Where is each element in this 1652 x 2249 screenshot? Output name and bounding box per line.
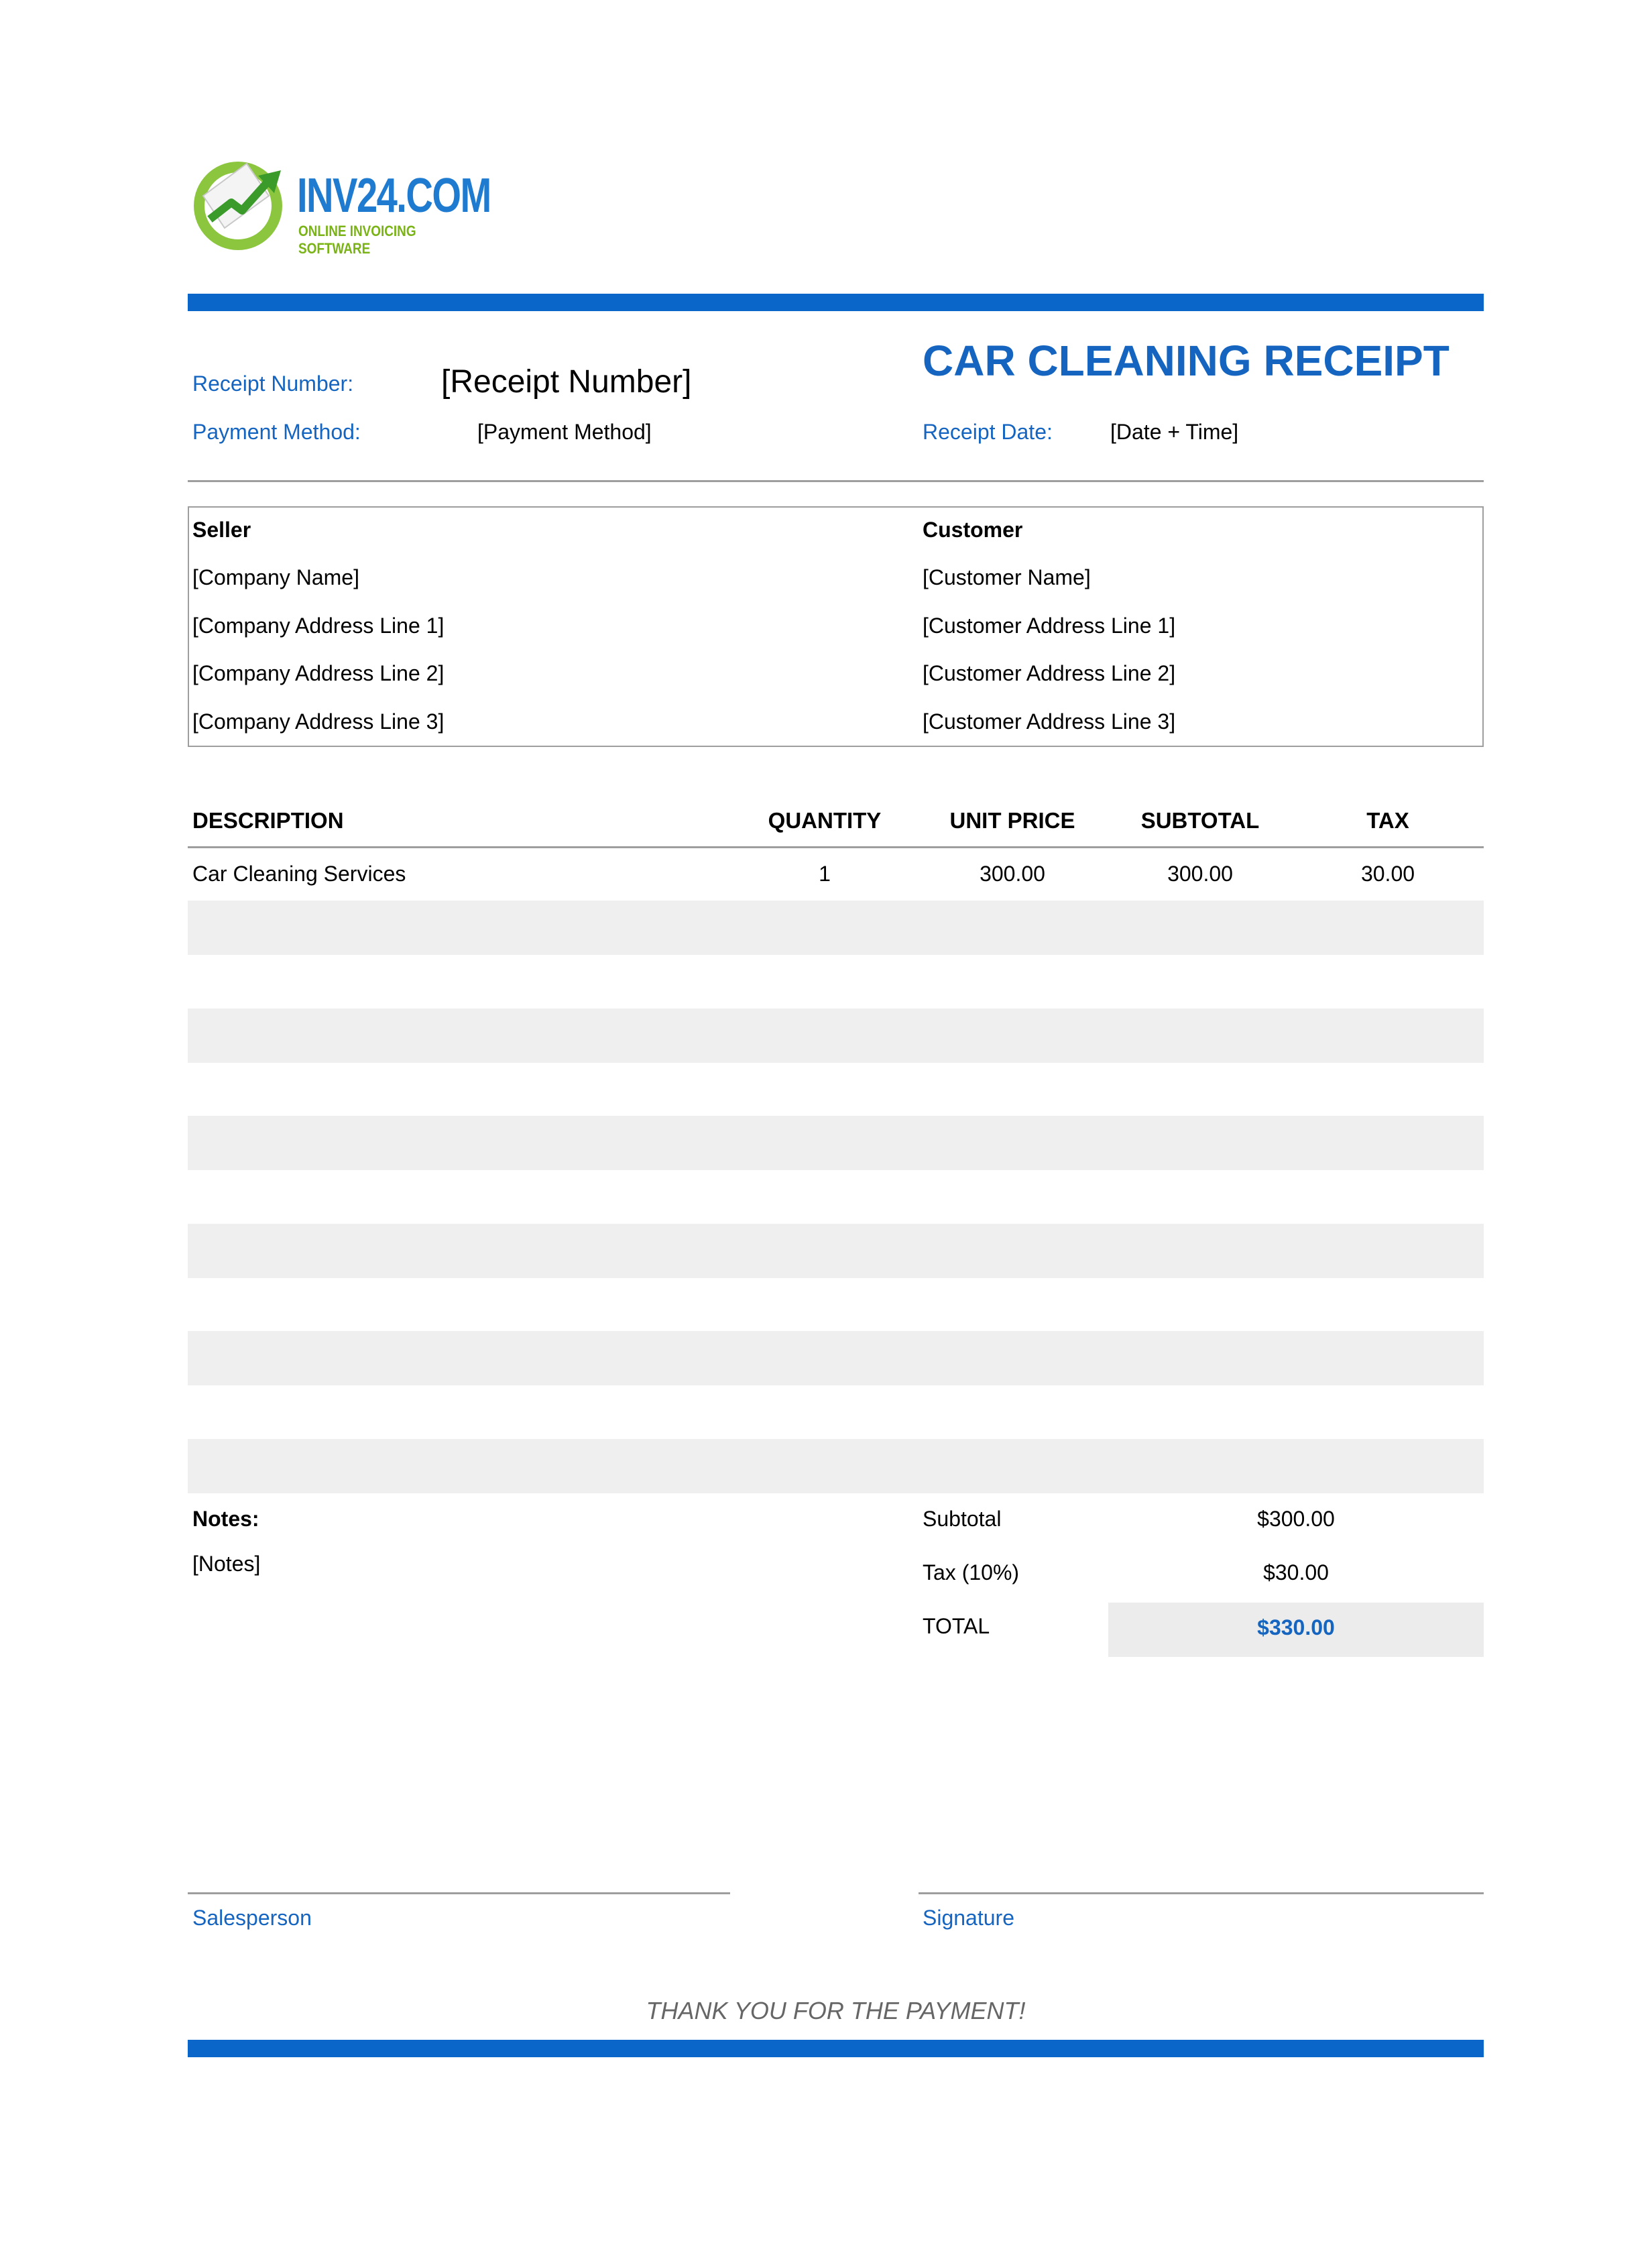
customer-address-line-1: [Customer Address Line 1] xyxy=(923,614,1176,638)
col-header-quantity: QUANTITY xyxy=(768,808,882,833)
thank-you-message: THANK YOU FOR THE PAYMENT! xyxy=(646,1997,1026,2024)
table-row-empty xyxy=(188,1116,1484,1170)
table-header-divider xyxy=(188,846,1484,848)
seller-heading: Seller xyxy=(192,518,251,542)
customer-address-line-2: [Customer Address Line 2] xyxy=(923,661,1176,685)
logo-brand: INV24.COM xyxy=(297,169,491,223)
receipt-number-value: [Receipt Number] xyxy=(441,364,692,400)
receipt-date-label: Receipt Date: xyxy=(923,420,1053,444)
tax-label: Tax (10%) xyxy=(923,1560,1020,1584)
notes-value: [Notes] xyxy=(192,1552,261,1576)
table-row-empty xyxy=(188,901,1484,955)
item-unit-price: 300.00 xyxy=(980,862,1045,886)
table-row-empty xyxy=(188,1331,1484,1385)
item-description: Car Cleaning Services xyxy=(192,862,406,886)
customer-address-line-3: [Customer Address Line 3] xyxy=(923,709,1176,734)
table-row-empty xyxy=(188,1008,1484,1063)
seller-address-line-1: [Company Address Line 1] xyxy=(192,614,445,638)
seller-address-line-2: [Company Address Line 2] xyxy=(192,661,445,685)
table-row-empty xyxy=(188,1439,1484,1493)
company-logo xyxy=(190,156,498,257)
seller-address-line-3: [Company Address Line 3] xyxy=(192,709,445,734)
item-tax: 30.00 xyxy=(1360,862,1415,886)
receipt-number-label: Receipt Number: xyxy=(192,371,354,396)
total-label: TOTAL xyxy=(923,1614,990,1638)
top-accent-band xyxy=(188,294,1484,311)
payment-method-label: Payment Method: xyxy=(192,420,361,444)
item-subtotal: 300.00 xyxy=(1167,862,1233,886)
col-header-subtotal: SUBTOTAL xyxy=(1140,808,1260,833)
receipt-date-value: [Date + Time] xyxy=(1110,420,1239,444)
tax-value: $30.00 xyxy=(1263,1560,1329,1584)
col-header-tax: TAX xyxy=(1366,808,1409,833)
bottom-accent-band xyxy=(188,2040,1484,2057)
receipt-title: CAR CLEANING RECEIPT xyxy=(923,337,1450,385)
total-value: $330.00 xyxy=(1257,1615,1335,1639)
signature-line xyxy=(919,1892,1484,1894)
logo-tagline: ONLINE INVOICING SOFTWARE xyxy=(298,223,416,257)
payment-method-value: [Payment Method] xyxy=(477,420,652,444)
item-quantity: 1 xyxy=(819,862,831,886)
subtotal-label: Subtotal xyxy=(923,1507,1002,1531)
notes-label: Notes: xyxy=(192,1507,259,1531)
seller-company-name: [Company Name] xyxy=(192,565,359,589)
salesperson-line xyxy=(188,1892,730,1894)
subtotal-value: $300.00 xyxy=(1257,1507,1335,1531)
col-header-unit-price: UNIT PRICE xyxy=(949,808,1075,833)
customer-name: [Customer Name] xyxy=(923,565,1091,589)
table-row-empty xyxy=(188,1224,1484,1278)
salesperson-label: Salesperson xyxy=(192,1906,312,1930)
col-header-description: DESCRIPTION xyxy=(192,808,344,833)
invoice-arrow-logo-icon xyxy=(190,156,290,253)
header-divider xyxy=(188,480,1484,482)
customer-heading: Customer xyxy=(923,518,1023,542)
signature-label: Signature xyxy=(923,1906,1014,1930)
